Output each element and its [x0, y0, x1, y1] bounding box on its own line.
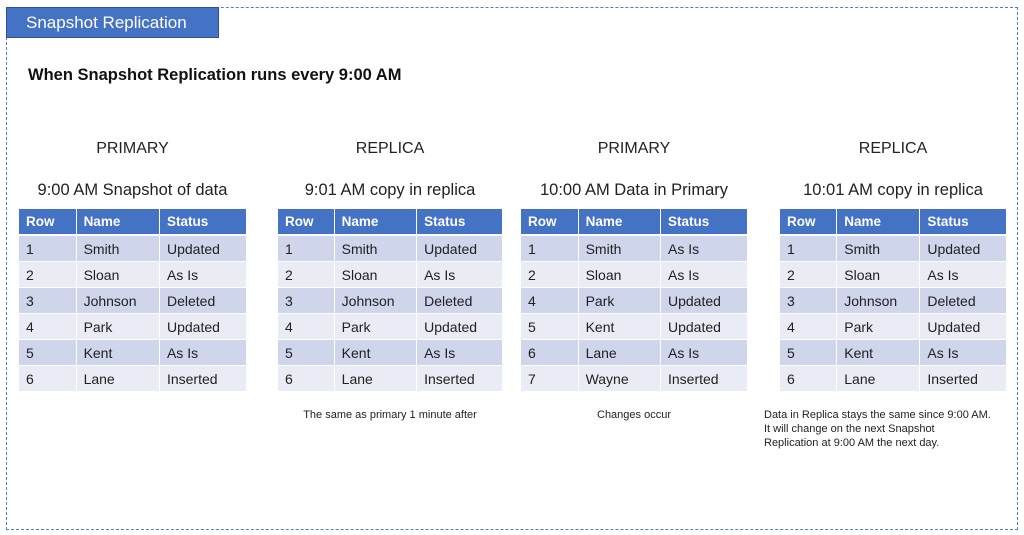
- table-cell-name: Kent: [578, 314, 660, 340]
- table-cell-name: Lane: [334, 366, 416, 392]
- table-row: [19, 314, 246, 340]
- table-cell-row: 6: [780, 366, 837, 392]
- table-cell-row: 5: [278, 340, 334, 366]
- table-cell-status: As Is: [417, 262, 502, 288]
- table-row: [521, 235, 747, 262]
- table-header-row: [19, 209, 246, 235]
- table-cell-row: 1: [19, 235, 76, 262]
- table-cell-row: 7: [521, 366, 578, 392]
- table-cell-row: 6: [19, 366, 76, 392]
- table-cell-status: Updated: [417, 314, 502, 340]
- table-cell-name: Sloan: [837, 262, 920, 288]
- table-cell-row: 5: [19, 340, 76, 366]
- column-header-status: Status: [920, 209, 1006, 235]
- table-row: [780, 314, 1006, 340]
- table-cell-name: Lane: [578, 340, 660, 366]
- table-cell-row: 1: [278, 235, 334, 262]
- table-cell-row: 2: [780, 262, 837, 288]
- table-cell-row: 2: [19, 262, 76, 288]
- column-header-name: Name: [76, 209, 159, 235]
- table-cell-name: Wayne: [578, 366, 660, 392]
- panel-role: PRIMARY: [96, 140, 169, 157]
- table-row: [278, 314, 502, 340]
- table-cell-row: 5: [521, 314, 578, 340]
- table-row: [19, 235, 246, 262]
- table-cell-status: Inserted: [417, 366, 502, 392]
- table-row: [521, 314, 747, 340]
- table-row: [278, 262, 502, 288]
- table-row: [780, 288, 1006, 314]
- table-cell-status: Deleted: [417, 288, 502, 314]
- table-cell-status: Inserted: [660, 366, 747, 392]
- table-cell-row: 2: [521, 262, 578, 288]
- table-row: [521, 288, 747, 314]
- table-cell-status: Inserted: [920, 366, 1006, 392]
- table-cell-name: Sloan: [76, 262, 159, 288]
- table-cell-name: Park: [334, 314, 416, 340]
- table-cell-status: Updated: [159, 314, 246, 340]
- column-header-status: Status: [417, 209, 502, 235]
- column-header-row: Row: [521, 209, 578, 235]
- panel-subtitle: 9:00 AM Snapshot of data: [37, 181, 228, 199]
- table-cell-status: Inserted: [159, 366, 246, 392]
- table-row: [521, 262, 747, 288]
- table-cell-name: Kent: [334, 340, 416, 366]
- table-row: [19, 340, 246, 366]
- table-cell-status: Updated: [159, 235, 246, 262]
- panel-role: REPLICA: [858, 140, 928, 157]
- column-header-name: Name: [578, 209, 660, 235]
- table-row: [278, 288, 502, 314]
- table-cell-status: Deleted: [920, 288, 1006, 314]
- table-cell-name: Park: [837, 314, 920, 340]
- table-header-row: [278, 209, 502, 235]
- data-table: [19, 209, 246, 392]
- panel-2: [278, 137, 502, 392]
- table-header-row: [780, 209, 1006, 235]
- table-cell-row: 1: [521, 235, 578, 262]
- table-cell-row: 4: [521, 288, 578, 314]
- table-cell-status: As Is: [159, 340, 246, 366]
- table-cell-name: Smith: [334, 235, 416, 262]
- column-header-row: Row: [780, 209, 837, 235]
- panel-note: The same as primary 1 minute after: [303, 409, 477, 421]
- table-cell-name: Sloan: [334, 262, 416, 288]
- table-cell-name: Johnson: [837, 288, 920, 314]
- table-cell-row: 5: [780, 340, 837, 366]
- panel-subtitle: 10:01 AM copy in replica: [803, 181, 983, 199]
- table-cell-name: Park: [76, 314, 159, 340]
- panel-note: Data in Replica stays the same since 9:00 AM. It will change on the next Snapshot Replication at 9:00 AM the next day.: [764, 409, 991, 449]
- table-row: [780, 340, 1006, 366]
- column-header-row: Row: [278, 209, 334, 235]
- column-header-row: Row: [19, 209, 76, 235]
- table-row: [521, 340, 747, 366]
- column-header-status: Status: [159, 209, 246, 235]
- data-table: [278, 209, 502, 392]
- table-cell-name: Sloan: [578, 262, 660, 288]
- table-cell-status: As Is: [660, 262, 747, 288]
- table-cell-row: 6: [278, 366, 334, 392]
- table-cell-name: Park: [578, 288, 660, 314]
- table-cell-status: Deleted: [159, 288, 246, 314]
- table-cell-row: 4: [278, 314, 334, 340]
- table-cell-status: Updated: [660, 288, 747, 314]
- table-cell-status: Updated: [920, 314, 1006, 340]
- table-row: [780, 262, 1006, 288]
- table-row: [780, 366, 1006, 392]
- table-row: [19, 262, 246, 288]
- table-cell-status: As Is: [660, 235, 747, 262]
- table-cell-name: Smith: [578, 235, 660, 262]
- diagram-heading: When Snapshot Replication runs every 9:00 AM: [28, 66, 402, 84]
- panel-1: [19, 137, 246, 392]
- table-cell-name: Lane: [76, 366, 159, 392]
- table-cell-row: 6: [521, 340, 578, 366]
- table-cell-name: Johnson: [334, 288, 416, 314]
- table-cell-status: As Is: [920, 340, 1006, 366]
- table-cell-name: Smith: [76, 235, 159, 262]
- table-row: [521, 366, 747, 392]
- table-cell-row: 2: [278, 262, 334, 288]
- table-row: [19, 366, 246, 392]
- table-cell-row: 1: [780, 235, 837, 262]
- table-cell-status: Updated: [660, 314, 747, 340]
- table-row: [278, 340, 502, 366]
- column-header-name: Name: [837, 209, 920, 235]
- panel-subtitle: 10:00 AM Data in Primary: [540, 181, 728, 199]
- column-header-status: Status: [660, 209, 747, 235]
- table-cell-status: Updated: [417, 235, 502, 262]
- table-cell-name: Kent: [76, 340, 159, 366]
- panel-3: [521, 137, 747, 392]
- table-cell-row: 4: [780, 314, 837, 340]
- table-row: [19, 288, 246, 314]
- table-row: [780, 235, 1006, 262]
- table-cell-row: 3: [780, 288, 837, 314]
- panel-role: REPLICA: [355, 140, 425, 157]
- table-cell-name: Lane: [837, 366, 920, 392]
- table-cell-status: As Is: [159, 262, 246, 288]
- table-cell-status: As Is: [417, 340, 502, 366]
- table-cell-name: Kent: [837, 340, 920, 366]
- diagram-title: Snapshot Replication: [6, 7, 219, 38]
- panel-note: Changes occur: [597, 409, 671, 421]
- table-row: [278, 366, 502, 392]
- data-table: [521, 209, 747, 392]
- table-cell-status: Updated: [920, 235, 1006, 262]
- panel-4: [780, 137, 1006, 392]
- table-cell-row: 3: [19, 288, 76, 314]
- panel-subtitle: 9:01 AM copy in replica: [304, 181, 476, 199]
- table-cell-row: 3: [278, 288, 334, 314]
- table-header-row: [521, 209, 747, 235]
- panel-role: PRIMARY: [597, 140, 671, 157]
- table-row: [278, 235, 502, 262]
- column-header-name: Name: [334, 209, 416, 235]
- data-table: [780, 209, 1006, 392]
- table-cell-name: Smith: [837, 235, 920, 262]
- table-cell-status: As Is: [920, 262, 1006, 288]
- table-cell-row: 4: [19, 314, 76, 340]
- table-cell-status: As Is: [660, 340, 747, 366]
- table-cell-name: Johnson: [76, 288, 159, 314]
